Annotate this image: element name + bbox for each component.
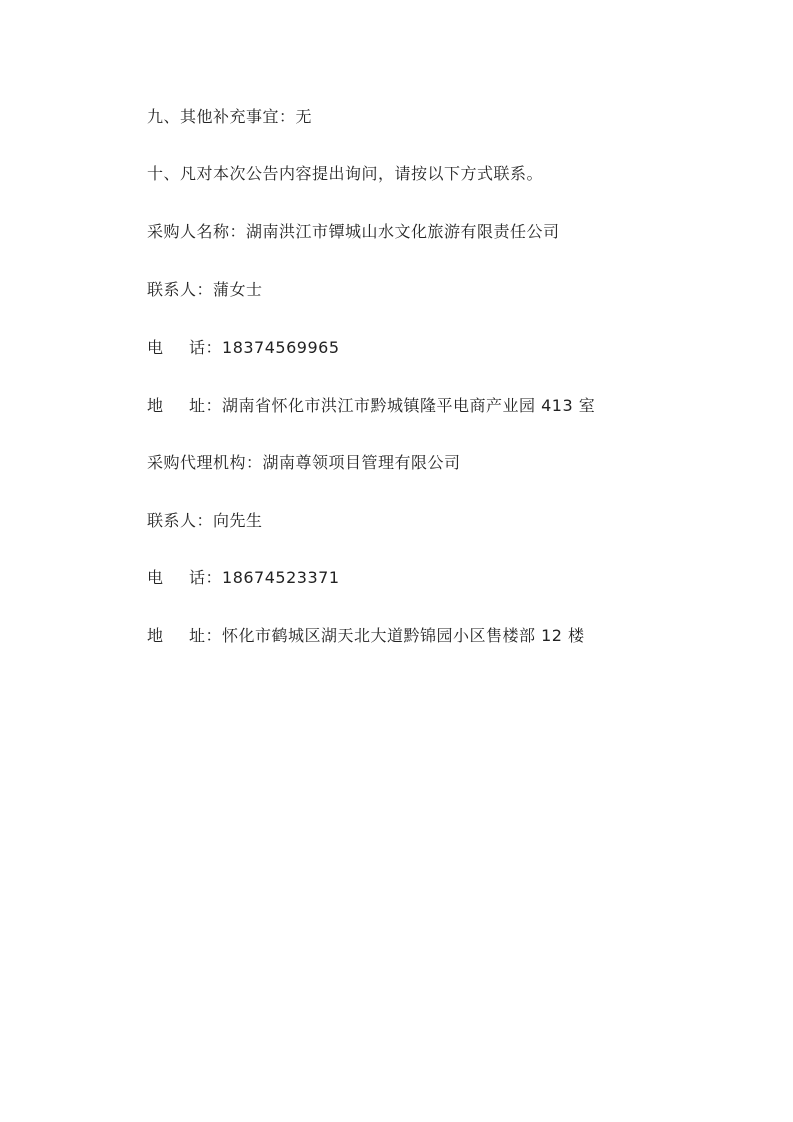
purchaser-contact-value: 蒲女士 bbox=[213, 280, 263, 299]
agency-address-label-char1: 地 bbox=[147, 626, 164, 645]
purchaser-contact-label: 联系人： bbox=[147, 280, 214, 299]
agency-phone-label-char1: 电 bbox=[147, 568, 164, 587]
purchaser-name-value: 湖南洪江市镡城山水文化旅游有限责任公司 bbox=[246, 222, 560, 241]
purchaser-address-value: 湖南省怀化市洪江市黔城镇隆平电商产业园 413 室 bbox=[222, 396, 596, 415]
agency-address-label-char2: 址： bbox=[189, 626, 223, 645]
agency-contact-label: 联系人： bbox=[147, 511, 214, 530]
purchaser-address-label bbox=[147, 396, 189, 416]
agency-name-line bbox=[147, 453, 461, 473]
agency-name-value: 湖南尊领项目管理有限公司 bbox=[262, 453, 461, 472]
purchaser-name-line bbox=[147, 222, 560, 242]
agency-address-line bbox=[147, 626, 585, 646]
purchaser-address-line bbox=[147, 396, 595, 416]
purchaser-phone-line bbox=[147, 338, 340, 358]
agency-phone-line bbox=[147, 568, 340, 588]
purchaser-phone-label bbox=[147, 338, 189, 358]
agency-phone-label bbox=[147, 568, 189, 588]
purchaser-address-label-char1: 地 bbox=[147, 396, 164, 415]
agency-address-value: 怀化市鹤城区湖天北大道黔锦园小区售楼部 12 楼 bbox=[222, 626, 585, 645]
purchaser-name-label: 采购人名称： bbox=[147, 222, 247, 241]
purchaser-phone-label-char2: 话： bbox=[189, 338, 223, 357]
agency-phone-label-char2: 话： bbox=[189, 568, 223, 587]
purchaser-phone-label-char1: 电 bbox=[147, 338, 164, 357]
agency-contact-value: 向先生 bbox=[213, 511, 263, 530]
purchaser-address-label-char2: 址： bbox=[189, 396, 223, 415]
agency-phone-value: 18674523371 bbox=[222, 568, 340, 587]
section-10-line: 十、凡对本次公告内容提出询问，请按以下方式联系。 bbox=[147, 164, 544, 183]
agency-contact-line bbox=[147, 511, 263, 531]
agency-address-label bbox=[147, 626, 189, 646]
purchaser-phone-value: 18374569965 bbox=[222, 338, 340, 357]
agency-name-label: 采购代理机构： bbox=[147, 453, 263, 472]
purchaser-contact-line bbox=[147, 280, 263, 300]
section-9-line: 九、其他补充事宜：无 bbox=[147, 107, 313, 126]
